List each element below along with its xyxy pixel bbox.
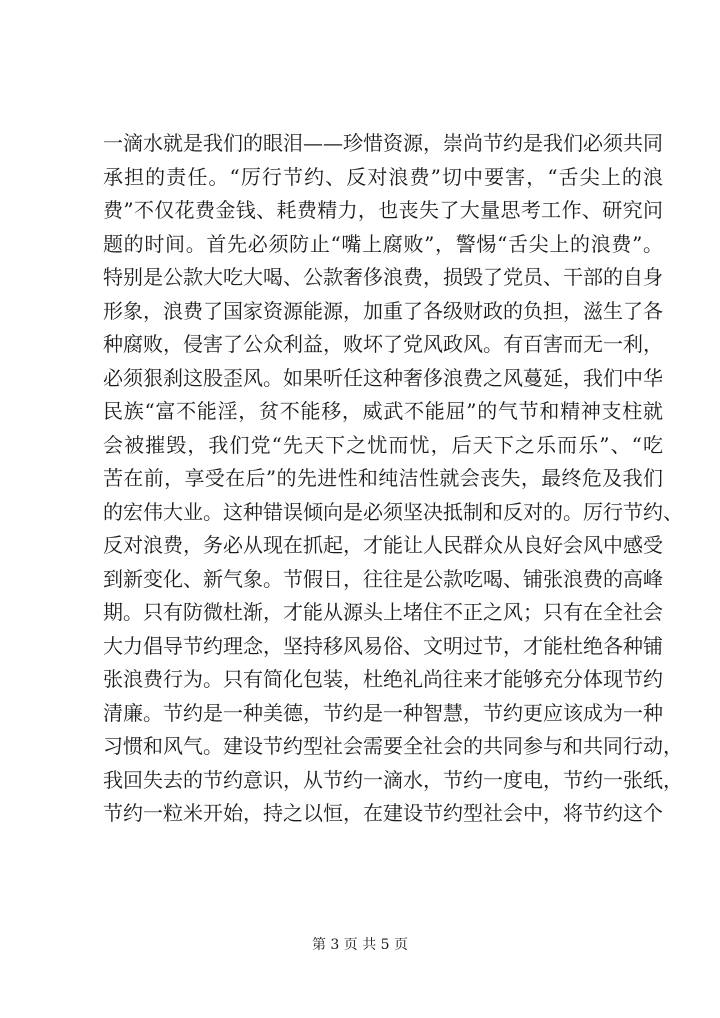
text-line: 特别是公款大吃大喝、公款奢侈浪费，损毁了党员、干部的自身 xyxy=(103,265,663,289)
text-line: 到新变化、新气象。节假日，往往是公款吃喝、铺张浪费的高峰 xyxy=(103,566,663,591)
text-line: 民族“富不能淫，贫不能移，威武不能屈”的气节和精神支柱就 xyxy=(103,399,663,423)
text-line: 节约一粒米开始，持之以恒，在建设节约型社会中，将节约这个 xyxy=(103,801,663,825)
text-line: 题的时间。首先必须防止“嘴上腐败”，警惕“舌尖上的浪费”。 xyxy=(103,231,663,256)
text-line: 形象，浪费了国家资源能源，加重了各级财政的负担，滋生了各 xyxy=(103,298,663,323)
text-line: 费”不仅花费金钱、耗费精力，也丧失了大量思考工作、研究问 xyxy=(103,198,663,222)
text-line: 张浪费行为。只有简化包装，杜绝礼尚往来才能够充分体现节约 xyxy=(103,667,663,691)
text-line: 必须狠刹这股歪风。如果听任这种奢侈浪费之风蔓延，我们中华 xyxy=(103,365,663,390)
text-line: 一滴水就是我们的眼泪——珍惜资源，崇尚节约是我们必须共同 xyxy=(103,131,663,155)
text-line: 会被摧毁，我们党“先天下之忧而忧，后天下之乐而乐”、“吃 xyxy=(103,432,663,457)
text-line: 期。只有防微杜渐，才能从源头上堵住不正之风；只有在全社会 xyxy=(103,600,663,624)
text-line: 清廉。节约是一种美德，节约是一种智慧，节约更应该成为一种 xyxy=(103,700,663,725)
text-line: 种腐败，侵害了公众利益，败坏了党风政风。有百害而无一利， xyxy=(103,332,663,356)
page-number-label: 第 3 页 共 5 页 xyxy=(311,937,409,953)
text-line: 我回失去的节约意识，从节约一滴水，节约一度电，节约一张纸， xyxy=(103,767,683,792)
body-text xyxy=(103,127,683,831)
text-line: 的宏伟大业。这种错误倾向是必须坚决抵制和反对的。厉行节约、 xyxy=(103,499,683,524)
text-line: 反对浪费，务必从现在抓起，才能让人民群众从良好会风中感受 xyxy=(103,533,663,557)
text-line: 承担的责任。“厉行节约、反对浪费”切中要害，“舌尖上的浪 xyxy=(103,164,663,189)
text-line: 大力倡导节约理念，坚持移风易俗、文明过节，才能杜绝各种铺 xyxy=(103,633,663,658)
text-line: 习惯和风气。建设节约型社会需要全社会的共同参与和共同行动， xyxy=(103,734,683,758)
text-line: 苦在前，享受在后”的先进性和纯洁性就会丧失，最终危及我们 xyxy=(103,466,663,490)
page-footer xyxy=(0,936,720,954)
